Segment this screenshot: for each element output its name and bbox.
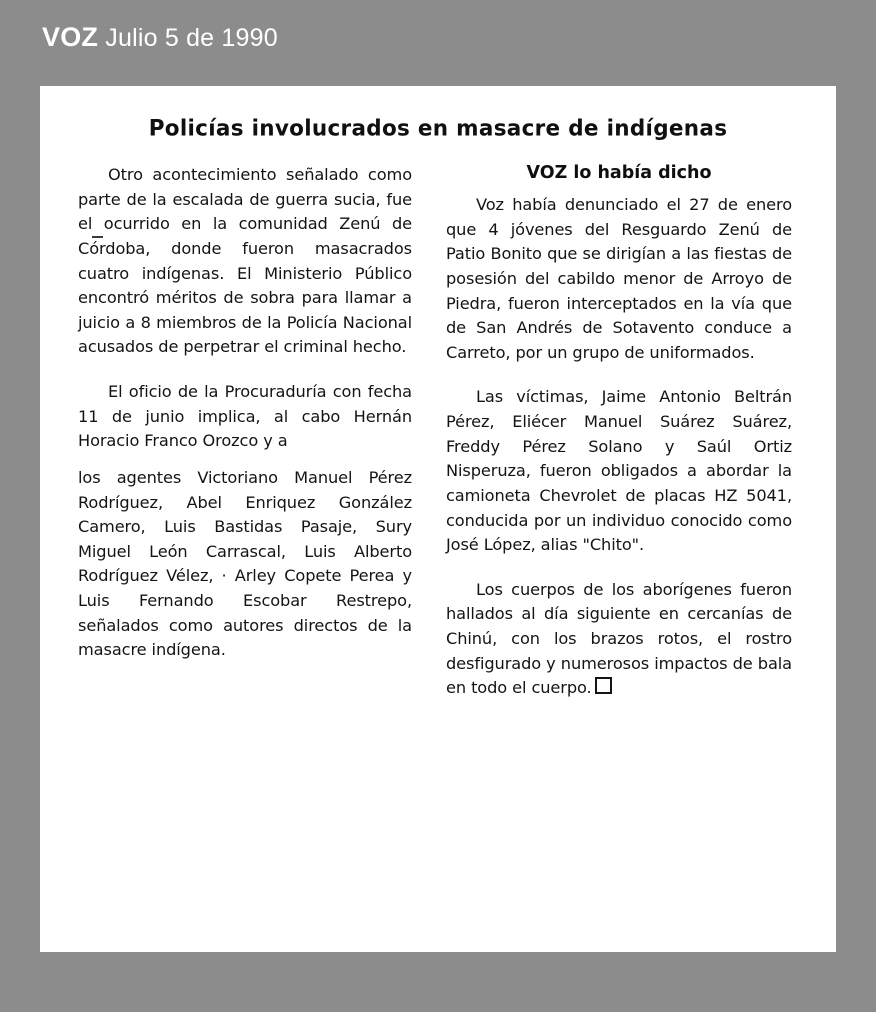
masthead-date: Julio 5 de 1990 — [105, 24, 278, 52]
article-headline: Policías involucrados en masacre de indígenas — [148, 115, 728, 142]
paragraph — [446, 578, 792, 701]
paragraph: Otro acontecimiento señalado como parte de la escalada de guerra sucia, fue el ocurrido en la comunidad Zenú de Córdoba, donde fueron masacrados cuatro indígenas. El Ministerio Público encontró méritos de sobra para llamar a juicio a 8 miembros de la Policía Nacional acusados de perpetrar el criminal hecho. — [78, 165, 412, 357]
masthead-brand: VOZ — [42, 22, 99, 52]
paragraph: El oficio de la Procuraduría con fecha 11 de junio implica, al cabo Hernán Horacio Franco Orozco y a — [78, 382, 412, 451]
article-subheadline: VOZ lo había dicho — [526, 163, 712, 183]
newspaper-clipping — [40, 86, 836, 952]
article-column-right — [446, 163, 792, 721]
margin-tick-mark — [92, 236, 103, 238]
end-of-article-mark — [595, 677, 612, 694]
article-column-left — [66, 163, 412, 683]
masthead — [0, 0, 876, 71]
paragraph: Voz había denunciado el 27 de enero que 4 jóvenes del Resguardo Zenú de Patio Bonito que se dirigían a las fiestas de posesión del cabildo menor de Arroyo de Piedra, fueron interceptados en la vía que de San Andrés de Sotavento conduce a Carreto, por un grupo de uniformados. — [446, 195, 792, 362]
paragraph: los agentes Victoriano Manuel Pérez Rodríguez, Abel Enriquez González Camero, Luis Bastidas Pasaje, Sury Miguel León Carrascal, Luis Alberto Rodríguez Vélez, · Arley Copete Perea y Luis Fernando Escobar Restrepo, señalados como autores directos de la masacre indígena. — [78, 467, 412, 660]
paragraph-text: Los cuerpos de los aborígenes fueron hallados al día siguiente en cercanías de Chinú, con los brazos rotos, el rostro desfigurado y numerosos impactos de bala en todo el cuerpo. — [446, 579, 792, 698]
paragraph: Las víctimas, Jaime Antonio Beltrán Pérez, Eliécer Manuel Suárez Suárez, Freddy Pérez Solano y Saúl Ortiz Nisperuza, fueron obligados a abordar la camioneta Chevrolet de placas HZ 5041, conducida por un individuo conocido como José López, alias "Chito". — [446, 387, 792, 555]
article-columns — [66, 163, 810, 721]
